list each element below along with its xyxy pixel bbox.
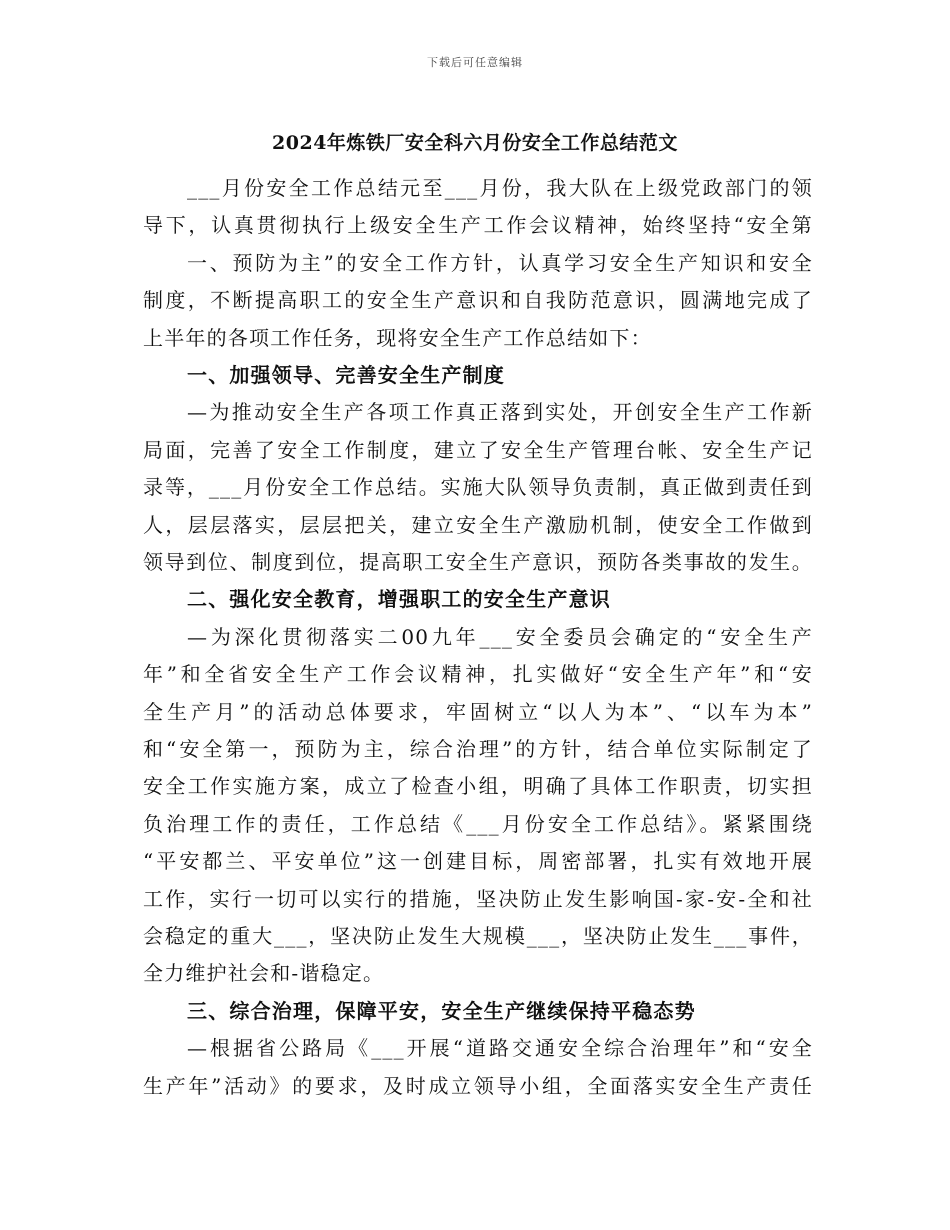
body-text-line: —为深化贯彻落实二00九年___安全委员会确定的“安全生产 [187,624,813,649]
section-heading: 一、加强领导、完善安全生产制度 [187,363,505,387]
body-text-line: —为推动安全生产各项工作真正落到实处，开创安全生产工作新 [187,400,813,425]
body-text-line: 领导到位、制度到位，提高职工安全生产意识，预防各类事故的发生。 [143,550,813,574]
body-text-line: ___月份安全工作总结元至___月份，我大队在上级党政部门的领 [187,176,813,200]
body-text-line: 上半年的各项工作任务，现将安全生产工作总结如下： [143,325,652,350]
body-text-line: 一、预防为主”的安全工作方针，认真学习安全生产知识和安全 [187,250,813,275]
body-text-line: 安全工作实施方案，成立了检查小组，明确了具体工作职责，切实担 [143,774,813,799]
document-title: 2024年炼铁厂安全科六月份安全工作总结范文 [272,132,678,154]
body-text-line: 制度，不断提高职工的安全生产意识和自我防范意识，圆满地完成了 [143,288,813,313]
body-text-line: “平安都兰、平安单位”这一创建目标，周密部署，扎实有效地开展 [143,849,813,874]
body-text-line: 人，层层落实，层层把关，建立安全生产激励机制，使安全工作做到 [143,512,813,537]
body-text-line: 全生产月”的活动总体要求，牢固树立“以人为本”、“以车为本” [143,699,813,724]
body-text-line: 负治理工作的责任，工作总结《___月份安全工作总结》。紧紧围绕 [143,811,813,836]
body-text-line: 年”和全省安全生产工作会议精神，扎实做好“安全生产年”和“安 [143,662,813,687]
body-text-line: 局面，完善了安全工作制度，建立了安全生产管理台帐、安全生产记 [143,437,813,462]
page-header-note: 下载后可任意编辑 [427,56,523,69]
section-heading: 三、综合治理，保障平安，安全生产继续保持平稳态势 [187,998,696,1023]
body-text-line: 会稳定的重大___，坚决防止发生大规模___，坚决防止发生___事件， [143,924,813,948]
body-text-line: 全力维护社会和-谐稳定。 [143,961,385,986]
body-text-line: 录等，___月份安全工作总结。实施大队领导负责制，真正做到责任到 [143,475,813,500]
body-text-line: —根据省公路局《___开展“道路交通安全综合治理年”和“安全 [187,1036,813,1061]
body-text-line: 工作，实行一切可以实行的措施，坚决防止发生影响国-家-安-全和社 [143,886,813,911]
body-text-line: 导下，认真贯彻执行上级安全生产工作会议精神，始终坚持“安全第 [143,213,813,238]
body-text-line: 生产年”活动》的要求，及时成立领导小组，全面落实安全生产责任 [143,1073,813,1098]
body-text-line: 和“安全第一，预防为主，综合治理”的方针，结合单位实际制定了 [143,737,813,761]
section-heading: 二、强化安全教育，增强职工的安全生产意识 [187,587,611,612]
